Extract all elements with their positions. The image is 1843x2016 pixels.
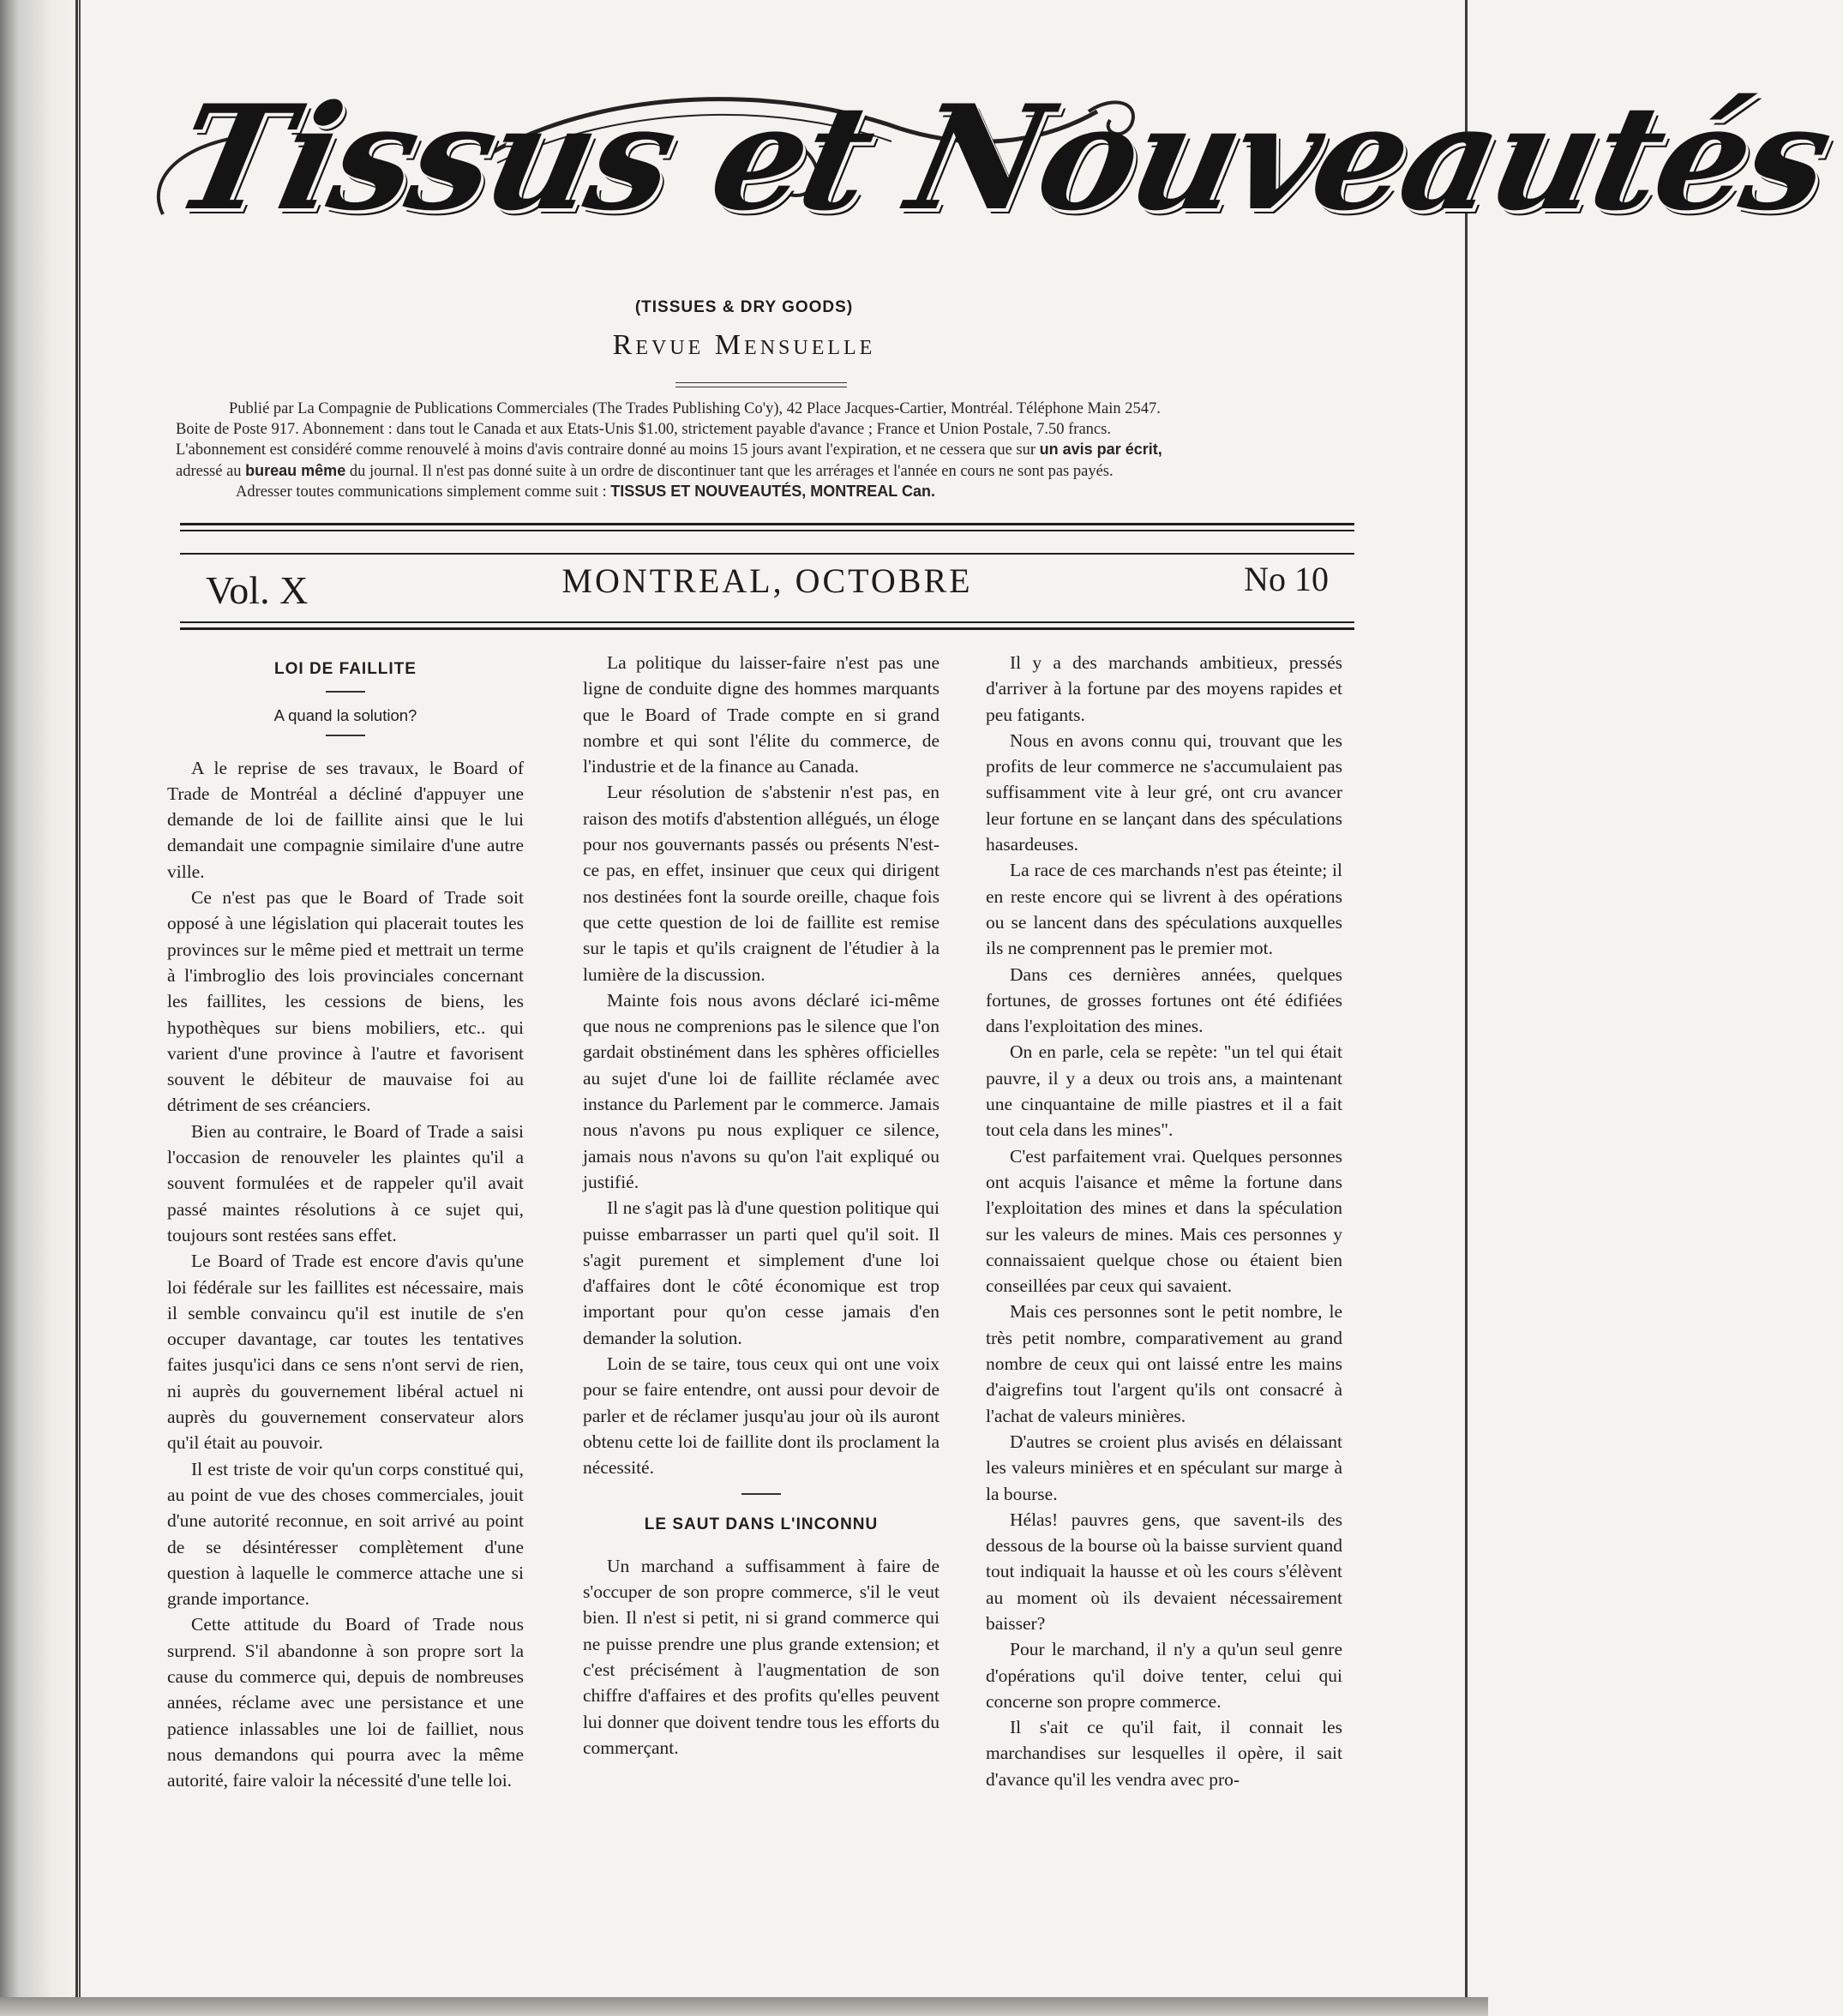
page-bottom-edge [0, 1997, 1488, 2016]
paragraph: Hélas! pauvres gens, que savent-ils des dessous de la bourse où la baisse survient quand tout indiquait la hausse et où les cours s'élèvent au moment où ils devaient nécessairement baisser? [986, 1509, 1342, 1634]
paragraph: Le Board of Trade est encore d'avis qu'une loi fédérale sur les faillites est nécessaire, mais il semble convaincu qu'il est inutile de s'en occuper davantage, car toutes les tentatives faites jusqu'ici dans ce sens n'ont servi de rien, ni auprès du gouvernement libéral actuel ni auprès du gouvernement conservateur alors qu'il était au pouvoir. [167, 1251, 524, 1454]
paragraph: Loin de se taire, tous ceux qui ont une voix pour se faire entendre, ont aussi pour devoir de parler et de réclamer jusqu'au jour où ils auront obtenu cette loi de faillite dont ils proclament la nécessité. [583, 1353, 940, 1479]
column-3 [986, 650, 1342, 1792]
header-rule-top [180, 523, 1354, 525]
paragraph: La race de ces marchands n'est pas éteinte; il en reste encore qui se livrent à des opérations ou se lancent dans des spéculations auxquelles ils ne comprennent pas le premier mot. [986, 860, 1342, 959]
column-2 [583, 650, 940, 1761]
communications-line: Adresser toutes communications simplement comme suit : TISSUS ET NOUVEAUTÉS, MONTREAL Can. [236, 483, 935, 501]
paragraph: Il est triste de voir qu'un corps constitué qui, au point de vue des choses commerciales, jouit d'une autorité reconnue, en soit arrivé au point de se désintéresser complètement d'une question à laquelle le commerce attache une si grande importance. [167, 1458, 524, 1610]
issue-number: No 10 [1244, 560, 1329, 598]
paragraph: La politique du laisser-faire n'est pas une ligne de conduite digne des hommes marquants que le Board of Trade compte en si grand nombre et qui sont l'élite du commerce, de l'industrie et de la finance au Canada. [583, 652, 940, 777]
paragraph: Dans ces dernières années, quelques fortunes, de grosses fortunes ont été édifiées dans l'exploitation des mines. [986, 963, 1342, 1037]
paragraph: Un marchand a suffisamment à faire de s'occuper de son propre commerce, s'il le veut bien. Il n'est si petit, ni si grand commerce qui ne puisse prendre une plus grande extension; et c'est précisément à l'augmentation de son chiffre d'affaires et des profits qu'elles peuvent lui donner que doivent tendre tous les efforts du commerçant. [583, 1555, 940, 1758]
paragraph: Il s'ait ce qu'il fait, il connait les marchandises sur lesquelles il opère, il sait d'avance qu'il les vendra avec pro- [986, 1717, 1342, 1790]
issue-bar [180, 557, 1354, 612]
publisher-info [176, 399, 1363, 503]
paragraph: Cette attitude du Board of Trade nous surprend. S'il abandonne à son propre sort la cause du commerce qui, depuis de nombreuses années, réclame avec une persistance et une patience inlassables une loi de failliet, nous nous demandons qui pourra avec la même autorité, faire valoir la nécessité d'une telle loi. [167, 1614, 524, 1791]
volbar-rule-bottom [180, 627, 1354, 630]
address-line: adressé au bureau même du journal. Il n'est pas donné suite à un ordre de discontinuer tant que les arrérages et l'année en cours ne sont pas payés. [176, 461, 1114, 480]
section-dash [741, 1493, 781, 1495]
volbar-rule-bottom-thin [180, 621, 1354, 623]
article-heading-le-saut: LE SAUT DANS L'INCONNU [644, 1515, 879, 1533]
paragraph: Il ne s'agit pas là d'une question politique qui puisse embarrasser un parti quel qu'il soit. Il s'agit purement et simplement d'une loi d'affaires dont le côté économique est trop important pour qu'on cesse jamais d'en demander la solution. [583, 1197, 940, 1348]
paragraph: Mainte fois nous avons déclaré ici-même que nous ne comprenions pas le silence que l'on gardait obstinément dans les sphères officielles au sujet d'une loi de faillite réclamée avec instance du Parlement par le commerce. Jamais nous n'avons pu nous expliquer ce silence, jamais nous n'avons su qu'on l'ait expliqué ou justifié. [583, 989, 940, 1192]
masthead-title: Tissus et Nouveautés [161, 73, 1843, 243]
volume-label: Vol. X [206, 568, 309, 612]
masthead-subtitle: Revue Mensuelle [612, 329, 876, 361]
heading-dash [326, 691, 365, 693]
subheading-dash [326, 735, 365, 736]
paragraph: Leur résolution de s'abstenir n'est pas, en raison des motifs d'abstention allégués, un éloge pour nos gouvernants passés ou présents N'est-ce pas, en effet, insinuer que ceux qui dirigent nos destinées font la sourde oreille, chaque fois que cette question de loi de faillite est remise sur le tapis et qu'ils craignent de l'étudier à la lumière de la discussion. [583, 782, 940, 985]
publisher-line: Publié par La Compagnie de Publications Commerciales (The Trades Publishing Co'y), 42 Place Jacques-Cartier, Montréal. Téléphone Main 2547. [229, 400, 1161, 417]
issue-place-month: MONTREAL, OCTOBRE [561, 561, 973, 600]
article-heading-loi-de-faillite: LOI DE FAILLITE [274, 660, 417, 678]
paragraph: D'autres se croient plus avisés en délaissant les valeurs minières et en spéculant sur marge à la bourse. [986, 1431, 1342, 1504]
subscription-line: Boite de Poste 917. Abonnement : dans tout le Canada et aux Etats-Unis $1.00, strictement payable d'avance ; France et Union Postale, 7.50 francs. [176, 420, 1111, 438]
column-1 [167, 650, 524, 1793]
paragraph: Pour le marchand, il n'y a qu'un seul genre d'opérations qu'il doive tenter, celui qui concerne son propre commerce. [986, 1639, 1342, 1712]
article-subheading: A quand la solution? [273, 706, 417, 725]
volbar-rule-top [180, 553, 1354, 555]
paragraph: C'est parfaitement vrai. Quelques personnes ont acquis l'aisance et même la fortune dans l'exploitation des mines et dans la spéculation sur les valeurs de mines. Mais ces personnes y connaissaient quelque chose ou étaient bien conseillées par ceux qui savaient. [986, 1145, 1342, 1297]
paragraph: A le reprise de ses travaux, le Board of Trade de Montréal a décliné d'appuyer une demande de loi de faillite ainsi que le lui demandait une compagnie similaire d'une autre ville. [167, 757, 524, 882]
paragraph: Ce n'est pas que le Board of Trade soit opposé à une législation qui placerait toutes les provinces sur le même pied et mettrait un terme à l'imbroglio des lois provinciales concernant les faillites, les cessions de biens, les hypothèques sur biens mobiliers, etc.. qui varient d'une province à l'autre et favorisent souvent le débiteur de mauvaise foi au détriment de ses créanciers. [167, 887, 524, 1116]
header-rule-top-thin [180, 530, 1354, 531]
paragraph: On en parle, cela se repète: "un tel qui était pauvre, il y a deux ou trois ans, a maintenant une cinquantaine de mille piastres et il a fait tout cela dans les mines". [986, 1041, 1342, 1141]
renewal-line: L'abonnement est considéré comme renouvelé à moins d'avis contraire donné au moins 15 jours avant l'expiration, et ne cessera que sur un avis par écrit, [176, 441, 1162, 459]
masthead-subtitle-english: (TISSUES & DRY GOODS) [634, 298, 854, 316]
masthead-rule [675, 382, 847, 387]
paragraph: Nous en avons connu qui, trouvant que les profits de leur commerce ne s'accumulaient pas suffisamment vite à leur gré, ont cru avancer leur fortune en se lançant dans des spéculations hasardeuses. [986, 729, 1342, 855]
paragraph: Mais ces personnes sont le petit nombre, le très petit nombre, comparativement au grand nombre de ceux qui ont laissé entre les mains d'aigrefins tout l'argent qu'ils ont consacré à l'achat de valeurs minières. [986, 1301, 1342, 1426]
paragraph: Bien au contraire, le Board of Trade a saisi l'occasion de renouveler les plaintes qu'il a souvent formulées et de rappeler qu'il avait passé maintes résolutions à ce sujet qui, toujours sont restées sans effet. [167, 1120, 524, 1245]
paragraph: Il y a des marchands ambitieux, pressés d'arriver à la fortune par des moyens rapides et peu fatigants. [986, 652, 1342, 725]
